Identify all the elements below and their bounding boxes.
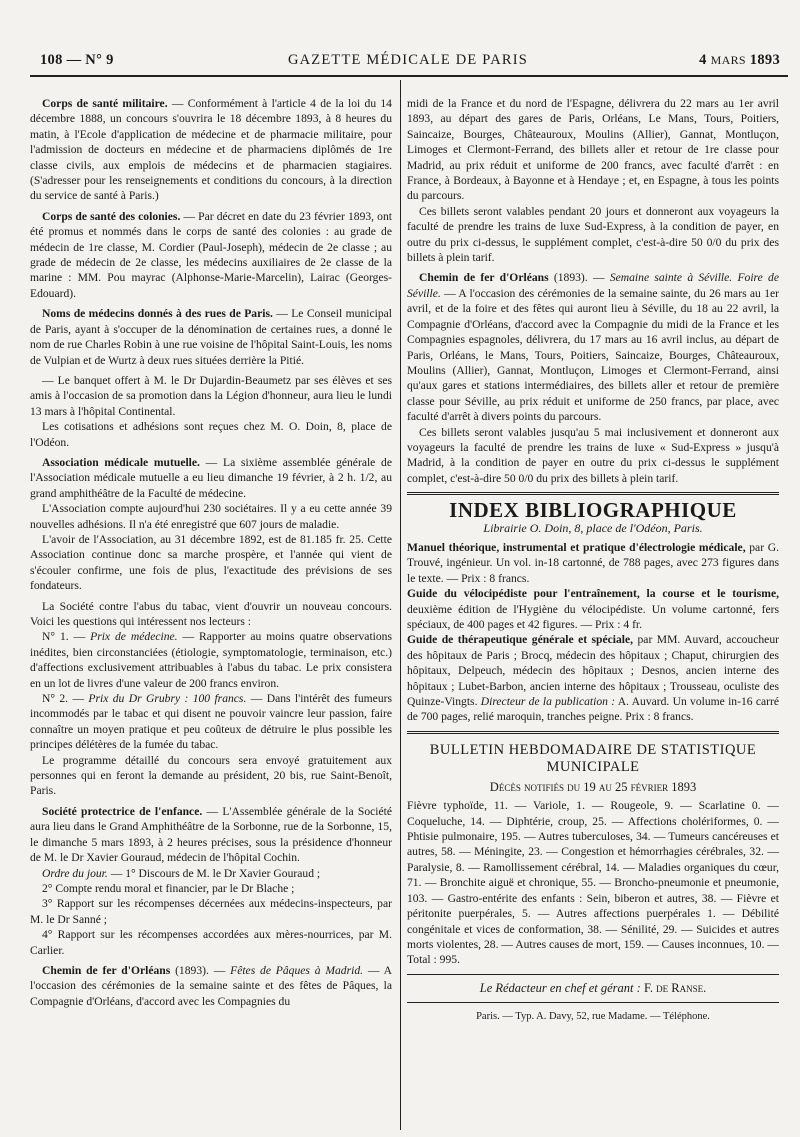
article-year: (1893). — (548, 271, 610, 285)
article-heading: Société protectrice de l'enfance. (42, 804, 203, 818)
book-title: Manuel théorique, instrumental et pratique d'électrologie médicale, (407, 540, 746, 554)
right-column (407, 96, 779, 1025)
article-heading: Noms de médecins donnés à des rues de Paris. (42, 307, 273, 321)
article-seville-validity: Ces billets seront valables jusqu'au 5 mai inclusivement et donneront aux voyageurs la faculté de prendre les trains de luxe « Sud-Express » jusqu'à Madrid, à la condition de payer en outre du prix ci-dessus le supplément complet, c'est-à-dire 50 0/0 du prix des billets à plein tarif. (407, 425, 779, 485)
article-association-members: L'Association compte aujourd'hui 230 sociétaires. Il y a eu cette année 39 nouvelles adhésions. Il n'a été enregistré que 607 jours de maladie. (30, 502, 392, 531)
agenda-item-3: 3° Rapport sur les récompenses décernées aux médecins-inspecteurs, par M. le Dr Sanné ; (30, 897, 392, 926)
article-street-names (30, 306, 392, 368)
book-title: Guide du vélocipédiste pour l'entraînement, la course et le tourisme, (407, 587, 779, 601)
book-details-end: A. Auvard. Un volume in-16 carré de 700 pages, relié maroquin, tranches peigne. Prix : 8 francs. (407, 695, 779, 724)
article-military-health (30, 96, 392, 204)
left-column (30, 96, 392, 1009)
book-details: par MM. Auvard, accoucheur des hôpitaux de Paris ; Brocq, médecin des hôpitaux ; Chaput, chirurgien des hôpitaux, Delpeuch, médecin des hôpitaux ; Desnos, ancien interne des hôpitaux ; Lubet-Barbon, ancien interne des hôpitaux ; Trousseau, oculiste des Quinze-Vingts. (407, 633, 779, 709)
article-heading: Association médicale mutuelle. (42, 455, 200, 469)
page-header (28, 52, 788, 72)
article-orleans-madrid (30, 963, 392, 1009)
column-divider (400, 80, 401, 1130)
prize-number: N° 1. — (42, 630, 91, 644)
book-entry-1 (407, 540, 779, 586)
prize-title: Prix du Dr Grubry : 100 francs. (88, 692, 247, 706)
article-body: — Par décret en date du 23 février 1893, ont été promus et nommés dans le corps de santé des colonies : au grade de médecin de 1re classe, M. Cordier (Paul-Joseph), médecin de 2e classe ; au grade de médecin de 2e classe, les médecins auxiliaires de 2e classe de la marine : MM. Pou mayrac (Alphonse-Marie-Marcelin), Lairac (Georges-Edouard). (30, 209, 392, 300)
article-madrid-validity: Ces billets seront valables pendant 20 jours et donneront aux voyageurs la faculté de prendre les trains de luxe Sud-Express, à la condition de payer, en outre du prix ci-dessus, le supplément complet, c'est-à-dire 50 0/0 du prix des billets à plein tarif. (407, 204, 779, 265)
editor-signature (407, 981, 779, 996)
bulletin-title-line-1: BULLETIN HEBDOMADAIRE DE STATISTIQUE (429, 741, 757, 758)
book-entry-2 (407, 586, 779, 632)
date-day: 4 (699, 52, 707, 68)
agenda-label: Ordre du jour. (42, 866, 108, 880)
date-month: MARS (710, 53, 746, 67)
index-subtitle: Librairie O. Doin, 8, place de l'Odéon, Paris. (483, 520, 703, 535)
article-heading: Corps de santé des colonies. (42, 209, 181, 223)
article-banquet: — Le banquet offert à M. le Dr Dujardin-Beaumetz par ses élèves et ses amis à l'occasion de sa promotion dans la Légion d'honneur, aura lieu le lundi 13 mars à l'hôpital Continental. (30, 373, 392, 418)
article-contributions: Les cotisations et adhésions sont reçues chez M. O. Doin, 8, place de l'Odéon. (30, 420, 392, 449)
imprint-rule (407, 1002, 779, 1003)
index-title: INDEX BIBLIOGRAPHIQUE (449, 498, 737, 523)
prize-1 (30, 629, 392, 691)
agenda-item-4: 4° Rapport sur les récompenses accordées aux mères-nourrices, par M. Carlier. (30, 928, 392, 957)
article-body: — A l'occasion des cérémonies de la semaine sainte et des fêtes de Pâques, la Compagnie d'Orléans, d'accord avec les Compagnies du (30, 963, 393, 1008)
article-orleans-seville (407, 270, 779, 424)
article-body: — Le Conseil municipal de Paris, ayant à s'occuper de la dénomination de certaines rues, a donné le nom de rue Charles Robin à une rue voisine de l'hôpital Saint-Louis, les noms de Vulpian et de Wurtz à deux rues situées derrière la Pitié. (30, 307, 392, 367)
article-body: — A l'occasion des cérémonies de la semaine sainte, du 26 mars au 1er avril, et de la foire et des fêtes qui auront lieu à Séville, du 18 au 22 avril, la Compagnie d'Orléans, d'accord avec la Compagnie du midi de la France et les Compagnies espagnoles, délivrera, du 17 mars au 16 avril inclus, au départ de Paris, Orléans, le Mans, Tours, Poitiers, Saincaize, Bourges, Châteauroux, Moulins (Allier), Gannat, Montluçon, Limoges et Clermont-Ferrand, ainsi qu'aux gares et stations intermédiaires, des billets aller et retour de première classe pour Séville, au prix réduit et uniforme de 250 francs, par place, avec faculté d'arrêt à divers points du parcours. (407, 286, 779, 424)
printer-imprint: Paris. — Typ. A. Davy, 52, rue Madame. — Téléphone. (476, 1011, 710, 1023)
bulletin-statistics: Fièvre typhoïde, 11. — Variole, 1. — Rougeole, 9. — Scarlatine 0. — Coqueluche, 14. — Diphtérie, croup, 25. — Affections cholériformes, 0. — Phtisie pulmonaire, 195. — Autres tuberculoses, 34. — Tumeurs cancéreuses et autres, 58. — Méningite, 23. — Congestion et hémorrhagies cérébrales, 32. — Paralysie, 8. — Ramollissement cérébral, 14. — Maladies organiques du cœur, 71. — Bronchite aiguë et chronique, 55. — Broncho-pneumonie et pneumonie, 103. — Gastro-entérite des enfants : Sein, biberon et autres, 38. — Fièvre et péritonite puerpérales, 5. — Autres affections puerpérales 1. — Débilité congénitale et vices de conformation, 38. — Sénilité, 29. — Suicides et autres morts violentes, 28. — Autres causes de mort, 159. — Causes inconnues, 10. — Total : 995. (407, 799, 779, 967)
agenda-item-1 (30, 866, 392, 881)
prize-body: — Rapporter au moins quatre observations inédites, bien circonstanciées (étiologie, symptomatologie, terminaison, etc.) d'affections exclusivement attribuables à l'abus du tabac. Le prix consistera en un lot de livres d'une valeur de 200 francs environ. (30, 630, 392, 690)
signature-rule (407, 974, 779, 975)
article-tobacco-society: La Société contre l'abus du tabac, vient d'ouvrir un nouveau concours. Voici les questions qui intéressent nos lecteurs : (30, 599, 392, 628)
article-mutual-association (30, 455, 392, 501)
prize-2 (30, 691, 392, 753)
issue-date (699, 52, 780, 69)
book-entry-3 (407, 632, 779, 724)
signature-label: Le Rédacteur en chef et gérant : (479, 980, 641, 995)
bulletin-title-line-2: MUNICIPALE (546, 758, 640, 775)
agenda-body: — 1° Discours de M. le Dr Xavier Gouraud ; (107, 866, 321, 880)
header-rule (30, 75, 788, 77)
book-details: par G. Trouvé, ingénieur. Un vol. in-18 cartonné, de 788 pages, avec 273 figures dans le texte. — Prix : 8 francs. (407, 540, 779, 585)
bulletin-subtitle: Décès notifiés du 19 au 25 février 1893 (489, 779, 697, 794)
book-director-label: Directeur de la publication : (480, 695, 616, 709)
book-title: Guide de thérapeutique générale et spéciale, (407, 633, 634, 647)
article-program: Le programme détaillé du concours sera envoyé gratuitement aux personnes qui en feront la demande au président, 20 bis, rue Saint-Benoît, Paris. (30, 753, 392, 798)
journal-title: GAZETTE MÉDICALE DE PARIS (287, 52, 529, 68)
article-body: — L'Assemblée générale de la Société aura lieu dans le Grand Amphithéâtre de la Sorbonne, rue de la Sorbonne, 15, le dimanche 5 mars 1893, à 2 heures précises, sous la présidence d'honneur de M. le Dr Xavier Gouraud, médecin de l'hôpital Cochin. (30, 804, 392, 865)
article-subtitle: Fêtes de Pâques à Madrid. (230, 963, 364, 977)
prize-title: Prix de médecine. (90, 630, 178, 644)
prize-number: N° 2. — (42, 692, 89, 706)
article-colonies-health (30, 209, 392, 301)
agenda-item-2: 2° Compte rendu moral et financier, par le Dr Blache ; (42, 881, 295, 895)
article-association-assets: L'avoir de l'Association, au 31 décembre 1892, est de 81.185 fr. 25. Cette Association continue donc sa marche prospère, et l'année qui vient de s'écouler confirme, une fois de plus, l'exactitude des prévisions de ses fondateurs. (30, 532, 392, 593)
article-heading: Corps de santé militaire. (42, 97, 168, 110)
book-details: deuxième édition de l'Hygiène du vélocipédiste. Un volume cartonné, fers spéciaux, de 400 pages et 42 figures. — Prix : 4 fr. (407, 602, 779, 631)
page-number: 108 — N° 9 (40, 52, 114, 68)
article-subtitle: Semaine sainte à Séville. Foire de Séville. (407, 271, 779, 300)
article-year: (1893). — (170, 963, 231, 977)
signature-name: F. de Ranse. (643, 980, 707, 995)
article-body: — Conformément à l'article 4 de la loi du 14 décembre 1888, un concours s'ouvrira le 18 décembre 1893, à 8 heures du matin, à l'Ecole d'application de médecine et de pharmacie militaire, pour l'admission de docteurs en médecine et de pharmaciens diplômés de 1re classe civils, aux emplois de médecins et de pharmacien stagiaires. (S'adresser pour les renseignements et conditions du concours, à la direction du service de santé à Paris.) (30, 97, 392, 203)
bulletin-title (407, 742, 779, 776)
prize-body: — Dans l'intérêt des fumeurs incommodés par le tabac et qui disent ne pouvoir vaincre leur passion, faire connaître un moyen pratique et peu coûteux de détruire le plus possible les principes délétères de la fumée du tabac. (30, 692, 392, 752)
article-heading: Chemin de fer d'Orléans (42, 963, 171, 977)
article-childhood-society (30, 804, 392, 866)
article-body: — La sixième assemblée générale de l'Association médicale mutuelle a eu lieu dimanche 19 février, à 2 h. 1/2, au grand amphithéâtre de la Faculté de médecine. (30, 455, 392, 500)
date-year: 1893 (749, 52, 780, 68)
article-heading: Chemin de fer d'Orléans (419, 271, 549, 285)
article-orleans-madrid-cont: midi de la France et du nord de l'Espagne, délivrera du 22 mars au 1er avril 1893, au départ des gares de Paris, Orléans, Le Mans, Tours, Poitiers, Saincaize, Bourges, Châteauroux, Moulins (Allier), Gannat, Montluçon, Limoges et Clermont-Ferrand, des billets aller et retour de 1re classe pour Madrid, au prix réduit et uniforme de 200 francs, avec faculté d'arrêt : en France, à Bordeaux, à Bayonne et à Hendaye ; et, en Espagne, à tous les points du parcours. (407, 97, 779, 203)
section-divider (407, 731, 779, 734)
section-divider (407, 492, 779, 495)
